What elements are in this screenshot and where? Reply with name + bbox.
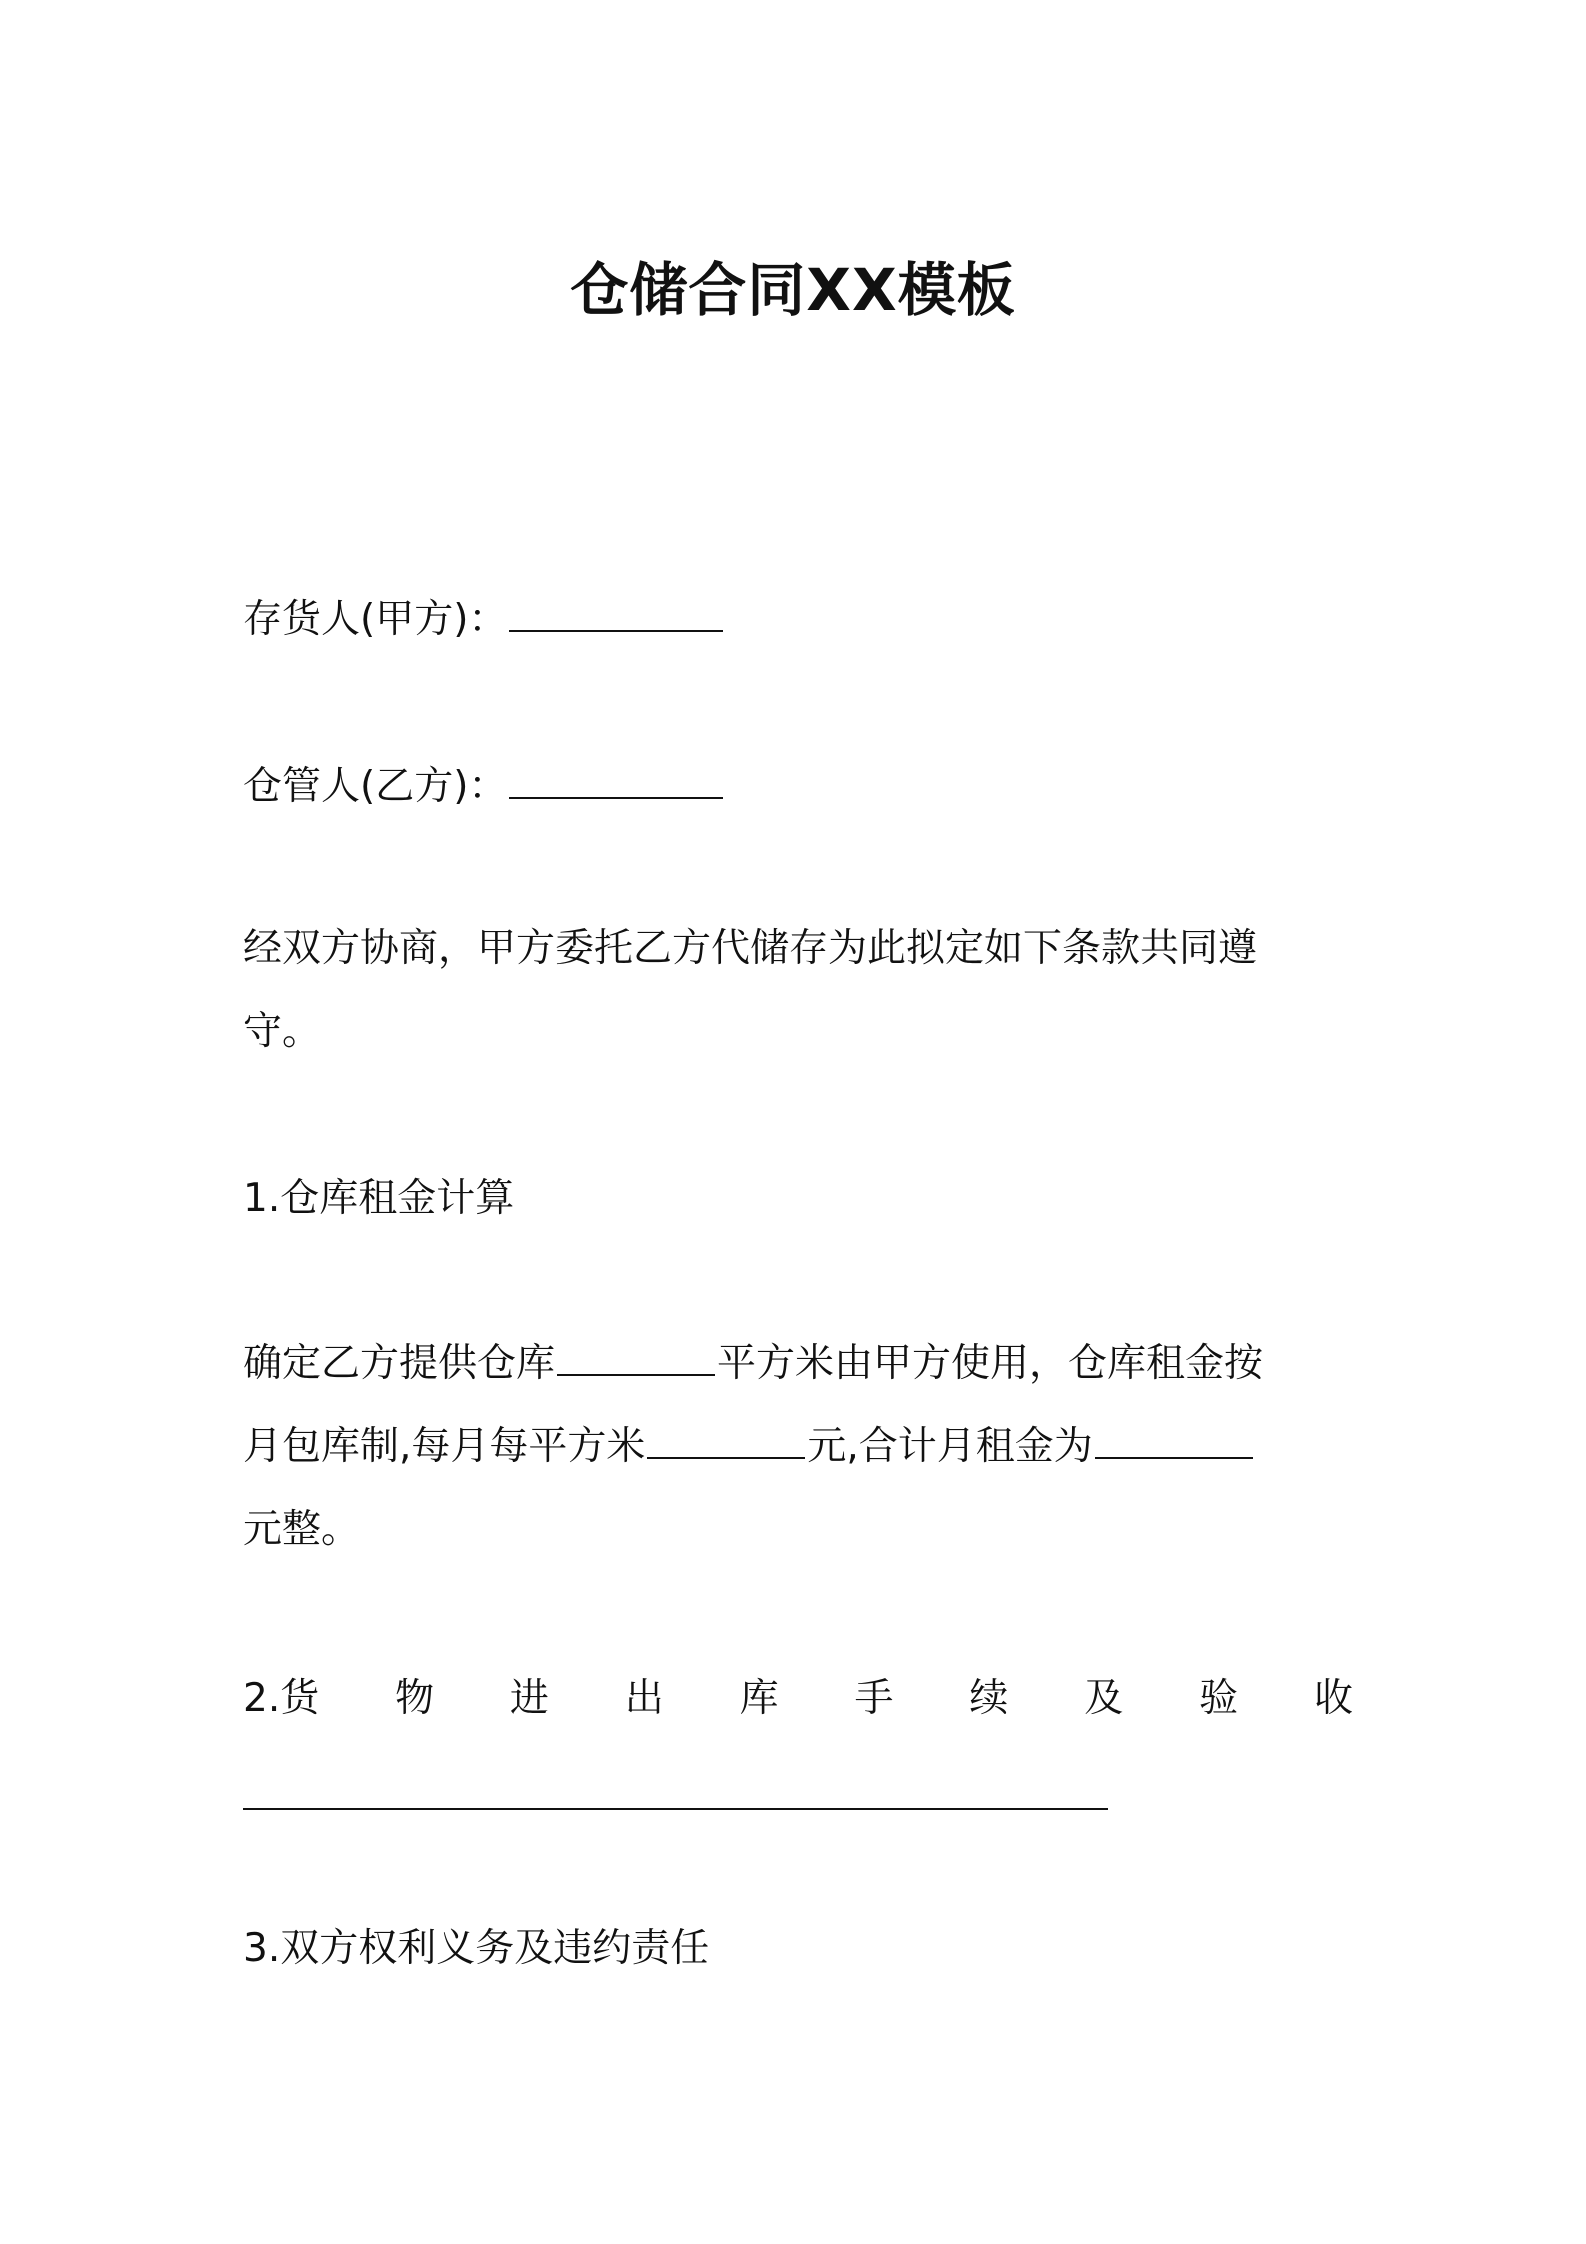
section-2-heading-chars (243, 1657, 1353, 1741)
depositor-line (243, 578, 1353, 662)
monthly-rent-blank[interactable] (1095, 1427, 1253, 1459)
section-3-heading: 3.双方权利义务及违约责任 (243, 1926, 710, 1971)
section-1-heading: 1.仓库租金计算 (243, 1176, 515, 1221)
section-2-heading-char: 物 (395, 1676, 435, 1721)
section-2-heading-char: 验 (1199, 1676, 1239, 1721)
section-2-heading-char: 进 (509, 1676, 549, 1721)
section-2-heading-char: 及 (1084, 1676, 1124, 1721)
section-1-line-1 (243, 1322, 1353, 1406)
section-1-text-a: 确定乙方提供仓库 (243, 1341, 556, 1386)
area-blank[interactable] (557, 1344, 715, 1376)
section-2-heading-char: 收 (1313, 1676, 1353, 1721)
section-1-text-c: 月包库制,每月每平方米 (243, 1424, 646, 1469)
depositor-blank[interactable] (509, 600, 723, 632)
price-blank[interactable] (647, 1427, 805, 1459)
intro-line-2: 守。 (243, 1009, 322, 1054)
section-2-blank[interactable] (243, 1808, 1108, 1810)
section-1-line-2 (243, 1405, 1353, 1489)
section-2-heading-char: 2.货 (243, 1676, 320, 1721)
section-2-heading (243, 1657, 1353, 1741)
warehouse-keeper-line (243, 745, 1353, 829)
warehouse-keeper-label: 仓管人(乙方)： (243, 764, 508, 809)
section-2-heading-char: 库 (739, 1676, 779, 1721)
section-1-text-b: 平方米由甲方使用，仓库租金按 (717, 1341, 1264, 1386)
warehouse-keeper-blank[interactable] (509, 767, 723, 799)
document-title: 仓储合同XX模板 (570, 256, 1016, 324)
section-2-heading-char: 出 (624, 1676, 664, 1721)
intro-line-1: 经双方协商，甲方委托乙方代储存为此拟定如下条款共同遵 (243, 926, 1258, 971)
section-2-heading-char: 手 (854, 1676, 894, 1721)
section-2-heading-char: 续 (969, 1676, 1009, 1721)
section-1-text-d: 元,合计月租金为 (807, 1424, 1093, 1469)
depositor-label: 存货人(甲方)： (243, 597, 508, 642)
section-1-line-3: 元整。 (243, 1507, 361, 1552)
